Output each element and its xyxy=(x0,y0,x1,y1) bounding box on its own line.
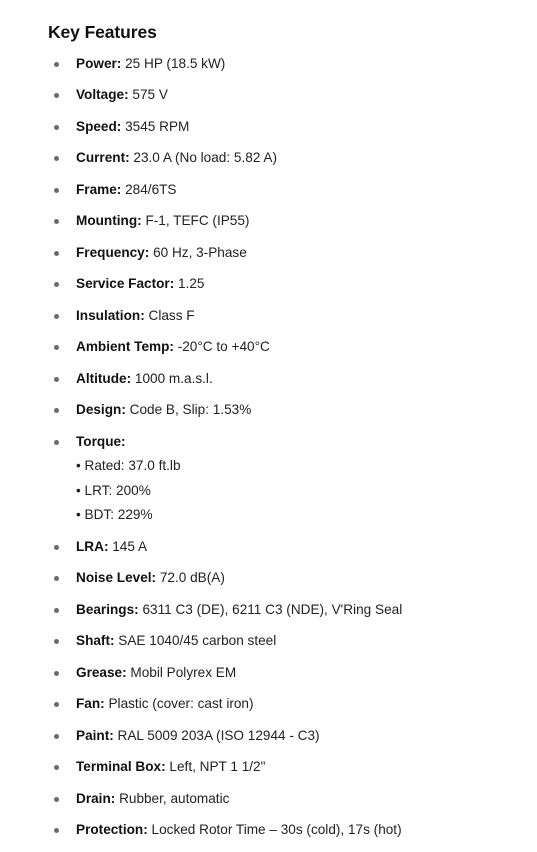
feature-text xyxy=(76,244,247,262)
feature-text xyxy=(76,307,195,325)
bullet-icon xyxy=(54,608,59,613)
feature-label: Drain: xyxy=(76,791,116,806)
torque-sub-item-bdt: • BDT: 229% xyxy=(76,507,153,522)
feature-value: 3545 RPM xyxy=(125,119,190,134)
bullet-icon xyxy=(54,314,59,319)
bullet-icon xyxy=(54,545,59,550)
feature-label: Protection: xyxy=(76,822,148,837)
feature-value: 1000 m.a.s.l. xyxy=(134,371,213,386)
bullet-icon xyxy=(54,828,59,833)
feature-text xyxy=(76,664,236,682)
bullet-icon xyxy=(54,408,59,413)
bullet-icon xyxy=(54,734,59,739)
feature-label: Speed: xyxy=(76,119,122,134)
feature-text xyxy=(76,149,277,167)
bullet-icon xyxy=(54,62,59,67)
feature-text xyxy=(76,118,189,136)
bullet-icon xyxy=(54,765,59,770)
bullet-icon xyxy=(54,345,59,350)
feature-text xyxy=(76,727,320,745)
feature-value: 1.25 xyxy=(178,276,205,291)
feature-label: Power: xyxy=(76,56,122,71)
feature-label: Design: xyxy=(76,402,126,417)
bullet-icon xyxy=(54,440,59,445)
feature-label: Bearings: xyxy=(76,602,139,617)
bullet-icon xyxy=(54,702,59,707)
torque-sub-item-lrt: • LRT: 200% xyxy=(76,483,151,498)
feature-value: Locked Rotor Time – 30s (cold), 17s (hot) xyxy=(151,822,402,837)
feature-value: Rubber, automatic xyxy=(119,791,230,806)
feature-value: 60 Hz, 3-Phase xyxy=(153,245,247,260)
feature-text xyxy=(76,569,225,587)
feature-label: Ambient Temp: xyxy=(76,339,174,354)
feature-label: Service Factor: xyxy=(76,276,175,291)
bullet-icon xyxy=(54,576,59,581)
feature-label: Paint: xyxy=(76,728,114,743)
feature-text xyxy=(76,275,204,293)
feature-label: Voltage: xyxy=(76,87,129,102)
bullet-icon xyxy=(54,188,59,193)
feature-label: Grease: xyxy=(76,665,127,680)
feature-value: 72.0 dB(A) xyxy=(159,570,225,585)
feature-value: 575 V xyxy=(132,87,168,102)
feature-label: Fan: xyxy=(76,696,105,711)
feature-text xyxy=(76,538,147,556)
feature-text xyxy=(76,86,168,104)
feature-label: Terminal Box: xyxy=(76,759,166,774)
bullet-icon xyxy=(54,93,59,98)
feature-text xyxy=(76,790,229,808)
feature-value: -20°C to +40°C xyxy=(177,339,270,354)
feature-value: Mobil Polyrex EM xyxy=(130,665,237,680)
bullet-icon xyxy=(54,377,59,382)
feature-value: 23.0 A (No load: 5.82 A) xyxy=(133,150,277,165)
feature-value: 25 HP (18.5 kW) xyxy=(125,56,226,71)
feature-label: Noise Level: xyxy=(76,570,157,585)
section-heading: Key Features xyxy=(48,22,157,42)
feature-text xyxy=(76,401,251,419)
feature-text xyxy=(76,632,276,650)
feature-text xyxy=(76,181,177,199)
feature-value: Code B, Slip: 1.53% xyxy=(129,402,252,417)
feature-text xyxy=(76,370,213,388)
feature-label: Frame: xyxy=(76,182,122,197)
bullet-icon xyxy=(54,282,59,287)
feature-value: Plastic (cover: cast iron) xyxy=(108,696,254,711)
bullet-icon xyxy=(54,156,59,161)
torque-sub-item-rated: • Rated: 37.0 ft.lb xyxy=(76,458,181,473)
feature-label: Torque: xyxy=(76,434,126,449)
feature-text xyxy=(76,601,402,619)
feature-text xyxy=(76,55,225,73)
bullet-icon xyxy=(54,639,59,644)
feature-text xyxy=(76,821,402,839)
feature-text xyxy=(76,433,126,451)
feature-value: Left, NPT 1 1/2" xyxy=(169,759,266,774)
feature-label: Insulation: xyxy=(76,308,145,323)
feature-label: Mounting: xyxy=(76,213,142,228)
feature-label: Frequency: xyxy=(76,245,150,260)
bullet-icon xyxy=(54,797,59,802)
feature-value: Class F xyxy=(148,308,195,323)
bullet-icon xyxy=(54,219,59,224)
feature-value: SAE 1040/45 carbon steel xyxy=(118,633,277,648)
feature-item-torque xyxy=(48,433,528,523)
bullet-icon xyxy=(54,125,59,130)
feature-value: 145 A xyxy=(112,539,148,554)
feature-text xyxy=(76,338,270,356)
bullet-icon xyxy=(54,671,59,676)
feature-label: LRA: xyxy=(76,539,109,554)
feature-value: RAL 5009 203A (ISO 12944 - C3) xyxy=(117,728,320,743)
feature-label: Shaft: xyxy=(76,633,115,648)
feature-value: 284/6TS xyxy=(125,182,177,197)
feature-value: F-1, TEFC (IP55) xyxy=(145,213,250,228)
bullet-icon xyxy=(54,251,59,256)
feature-text xyxy=(76,758,265,776)
feature-text xyxy=(76,695,254,713)
feature-value: 6311 C3 (DE), 6211 C3 (NDE), V'Ring Seal xyxy=(142,602,403,617)
feature-label: Altitude: xyxy=(76,371,132,386)
feature-label: Current: xyxy=(76,150,130,165)
feature-text xyxy=(76,212,249,230)
